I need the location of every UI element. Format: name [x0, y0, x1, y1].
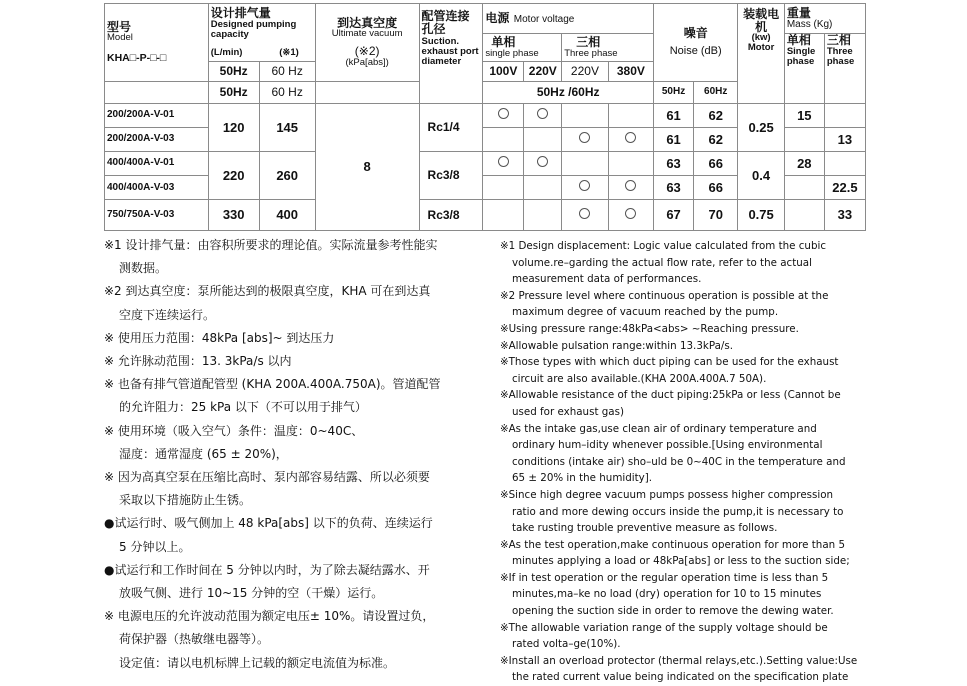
header-ultimate-vacuum: 到达真空度 Ultimate vacuum (※2) (kPa[abs])	[315, 4, 419, 82]
noise-50-cell: 61	[654, 127, 694, 151]
header-vac-blank	[315, 81, 419, 103]
model-cell: 750/750A-V-03	[105, 200, 209, 231]
note-line: conditions (intake air) sho–uld be 0~40C in the temperature and	[512, 455, 846, 468]
mark-cell	[608, 127, 653, 151]
table-row	[105, 152, 866, 176]
noise-50-cell: 63	[654, 152, 694, 176]
port-cell: Rc3/8	[419, 152, 483, 200]
header-three-phase: 三相 Three phase	[562, 34, 654, 61]
note-line: 采取以下措施防止生锈。	[119, 493, 252, 508]
port-cell: Rc3/8	[419, 200, 483, 231]
note-line: ※ 也备有排气管道配管型 (KHA 200A.400A.750A)。管道配管	[104, 377, 441, 392]
mark-cell	[562, 103, 608, 127]
circle-icon	[625, 132, 636, 143]
mark-cell	[562, 176, 608, 200]
table-row	[105, 200, 866, 231]
note-line: 放吸气侧、进行 10~15 分钟的空（干燥）运行。	[119, 586, 384, 601]
header-hz60: 60 Hz	[259, 61, 315, 81]
noise-60-cell: 70	[694, 200, 738, 231]
motor-cell: 0.25	[738, 103, 784, 151]
note-line: ※As the test operation,make continuous operation for more than 5	[500, 538, 845, 551]
mark-cell	[608, 176, 653, 200]
note-line: used for exhaust gas)	[512, 405, 624, 418]
circle-icon	[579, 180, 590, 191]
noise-50-cell: 63	[654, 176, 694, 200]
note-line: 测数据。	[119, 261, 168, 276]
mass-single-cell: 28	[784, 152, 824, 176]
note-line: ※Allowable resistance of the duct piping:25kPa or less (Cannot be	[500, 389, 841, 402]
note-line: ※The allowable variation range of the supply voltage should be	[500, 621, 828, 634]
header-mass-three: 三相 Three phase	[824, 34, 865, 103]
capacity-50-cell: 220	[208, 152, 259, 200]
header-hz50: 50Hz	[208, 61, 259, 81]
spec-table	[104, 3, 866, 231]
mass-three-cell	[824, 103, 865, 127]
mark-cell	[524, 103, 562, 127]
header-noise-60: 60Hz	[694, 81, 738, 103]
mass-three-cell: 13	[824, 127, 865, 151]
mass-three-cell	[824, 152, 865, 176]
header-port-diameter: 配管连接孔径 Suction. exhaust port diameter	[419, 4, 483, 104]
note-line: opening the suction side in order to remove the dewing water.	[512, 605, 834, 618]
circle-icon	[498, 156, 509, 167]
note-line: the rated current value being indicated on the specification plate	[512, 671, 849, 684]
header-model: 型号 Model KHA□-P-□-□	[105, 4, 209, 82]
note-line: ※Since high degree vacuum pumps possess higher compression	[500, 488, 834, 501]
notes-english	[500, 238, 864, 686]
notes-chinese	[104, 234, 484, 675]
circle-icon	[537, 156, 548, 167]
note-line: ※Using pressure range:48kPa<abs> ~Reaching pressure.	[500, 322, 799, 335]
noise-60-cell: 66	[694, 176, 738, 200]
capacity-60-cell: 145	[259, 103, 315, 151]
note-line: 的允许阻力：25 kPa 以下（不可以用于排气）	[119, 400, 367, 415]
header-motor: 装载电机 (kw) Motor	[738, 4, 784, 104]
motor-cell: 0.4	[738, 152, 784, 200]
circle-icon	[498, 108, 509, 119]
note-line: ordinary hum–idity whenever possible.[Using environmental	[512, 439, 823, 452]
circle-icon	[579, 208, 590, 219]
note-line: 5 分钟以上。	[119, 539, 191, 554]
capacity-60-cell: 400	[259, 200, 315, 231]
header-cap-60: 60 Hz	[259, 81, 315, 103]
note-line: ※1 设计排气量：由容积所要求的理论值。实际流量参考性能实	[104, 238, 438, 252]
header-v220-single: 220V	[524, 61, 562, 81]
header-v220-three: 220V	[562, 61, 608, 81]
circle-icon	[625, 208, 636, 219]
note-line: ※Install an overload protector (thermal relays,etc.).Setting value:Use	[500, 654, 858, 667]
mark-cell	[483, 152, 524, 176]
header-v380: 380V	[608, 61, 653, 81]
circle-icon	[579, 132, 590, 143]
capacity-50-cell: 120	[208, 103, 259, 151]
mark-cell	[483, 200, 524, 231]
note-line: ●试运行时、吸气侧加上 48 kPa[abs] 以下的负荷、连续运行	[104, 516, 433, 531]
capacity-50-cell: 330	[208, 200, 259, 231]
note-line: ※ 使用压力范围：48kPa [abs]~ 到达压力	[104, 330, 335, 345]
mark-cell	[524, 152, 562, 176]
note-line: 设定值：请以电机标牌上记载的额定电流值为标准。	[119, 655, 396, 670]
vacuum-cell: 8	[315, 103, 419, 230]
mark-cell	[608, 200, 653, 231]
mass-three-cell: 22.5	[824, 176, 865, 200]
note-line: minutes,ma–ke no load (dry) operation for 10 to 15 minutes	[512, 588, 822, 601]
model-cell: 200/200A-V-03	[105, 127, 209, 151]
noise-50-cell: 67	[654, 200, 694, 231]
mark-cell	[483, 176, 524, 200]
header-v100: 100V	[483, 61, 524, 81]
header-noise-50: 50Hz	[654, 81, 694, 103]
note-line: ※Allowable pulsation range:within 13.3kPa/s.	[500, 339, 733, 352]
noise-50-cell: 61	[654, 103, 694, 127]
note-line: ※Those types with which duct piping can be used for the exhaust	[500, 356, 839, 369]
header-blank	[105, 81, 209, 103]
note-line: 湿度：通常湿度 (65 ± 20%)，	[119, 446, 288, 461]
note-line: 65 ± 20% in the humidity].	[512, 472, 653, 485]
model-cell: 400/400A-V-01	[105, 152, 209, 176]
mark-cell	[524, 200, 562, 231]
header-pumping-capacity: 设计排气量 Designed pumping capacity (L/min) (※1)	[208, 4, 315, 62]
mark-cell	[608, 152, 653, 176]
note-line: ※If in test operation or the regular operation time is less than 5	[500, 571, 829, 584]
motor-cell: 0.75	[738, 200, 784, 231]
note-line: ※As the intake gas,use clean air of ordinary temperature and	[500, 422, 817, 435]
mass-single-cell	[784, 176, 824, 200]
header-motor-voltage: 电源 Motor voltage	[483, 4, 654, 34]
mark-cell	[562, 152, 608, 176]
model-cell: 200/200A-V-01	[105, 103, 209, 127]
circle-icon	[625, 180, 636, 191]
note-line: ※2 Pressure level where continuous operation is possible at the	[500, 289, 829, 302]
mass-three-cell: 33	[824, 200, 865, 231]
note-line: maximum degree of vacuum reached by the pump.	[512, 306, 779, 319]
note-line: ※2 到达真空度：泵所能达到的极限真空度，KHA 可在到达真	[104, 284, 431, 299]
circle-icon	[537, 108, 548, 119]
note-line: ※ 使用环境（吸入空气）条件：温度：0~40C、	[104, 423, 364, 438]
mass-single-cell: 15	[784, 103, 824, 127]
note-line: ※ 允许脉动范围：13. 3kPa/s 以内	[104, 354, 292, 369]
mark-cell	[562, 127, 608, 151]
note-line: measurement data of performances.	[512, 273, 702, 286]
table-row	[105, 103, 866, 127]
header-noise: 噪音 Noise (dB)	[654, 4, 738, 82]
noise-60-cell: 66	[694, 152, 738, 176]
note-line: 空度下连续运行。	[119, 307, 216, 322]
note-line: ●试运行和工作时间在 5 分钟以内时，为了除去凝结露水、开	[104, 562, 430, 577]
note-line: ※ 电源电压的允许波动范围为额定电压± 10%。请设置过负，	[104, 609, 435, 624]
header-hz-both: 50Hz /60Hz	[483, 81, 654, 103]
header-cap-50: 50Hz	[208, 81, 259, 103]
note-line: 荷保护器（热敏继电器等）。	[119, 632, 270, 647]
port-cell: Rc1/4	[419, 103, 483, 151]
header-single-phase: 单相 single phase	[483, 34, 562, 61]
noise-60-cell: 62	[694, 127, 738, 151]
mark-cell	[483, 103, 524, 127]
header-mass-single: 单相 Single phase	[784, 34, 824, 103]
note-line: minutes applying a load or 48kPa[abs] or less to the suction side;	[512, 555, 850, 568]
note-line: ※1 Design displacement: Logic value calculated from the cubic	[500, 240, 827, 252]
note-line: circuit are also available.(KHA 200A.400A.7 50A).	[512, 372, 767, 385]
mark-cell	[608, 103, 653, 127]
mark-cell	[524, 176, 562, 200]
header-mass: 重量 Mass (Kg)	[784, 4, 865, 34]
model-cell: 400/400A-V-03	[105, 176, 209, 200]
mark-cell	[562, 200, 608, 231]
mark-cell	[524, 127, 562, 151]
note-line: volume.re–garding the actual flow rate, refer to the actual	[512, 256, 812, 269]
mass-single-cell	[784, 127, 824, 151]
note-line: take rusting trouble preventive measure as follows.	[512, 522, 778, 535]
note-line: rated volta–ge(10%).	[512, 638, 621, 651]
mark-cell	[483, 127, 524, 151]
note-line: ※ 因为高真空泵在压缩比高时、泵内部容易结露、所以必须要	[104, 470, 430, 485]
noise-60-cell: 62	[694, 103, 738, 127]
capacity-60-cell: 260	[259, 152, 315, 200]
mass-single-cell	[784, 200, 824, 231]
note-line: ratio and more dewing occurs inside the pump,it is necessary to	[512, 505, 844, 518]
